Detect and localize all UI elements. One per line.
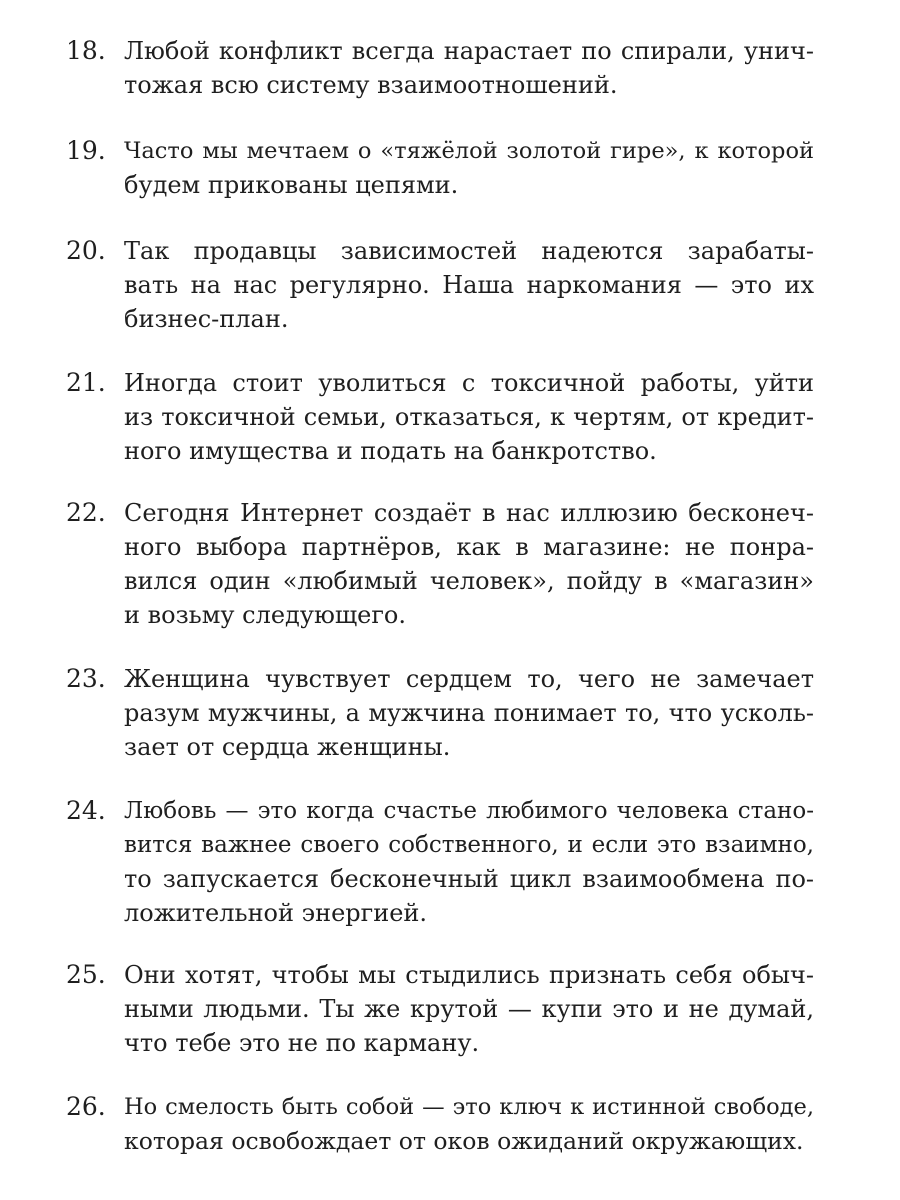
- item-text: [124, 234, 814, 336]
- text-line: ными людьми. Ты же крутой — купи это и не думай,: [124, 995, 814, 1023]
- text-line: тожая всю систему взаимоотношений.: [124, 71, 618, 99]
- text-line: вать на нас регулярно. Наша наркомания — это их: [124, 271, 814, 299]
- list-item-24: [66, 794, 826, 930]
- text-line: ного имущества и подать на банкротство.: [124, 437, 657, 465]
- text-line: Иногда стоит уволиться с токсичной работы, уйти: [124, 369, 814, 397]
- item-number: 26.: [66, 1092, 106, 1121]
- item-text: [124, 662, 814, 764]
- text-line: Любой конфликт всегда нарастает по спирали, унич-: [124, 37, 814, 65]
- text-line: которая освобождает от оков ожиданий окружающих.: [124, 1127, 804, 1155]
- item-number: 19.: [66, 136, 106, 165]
- text-line: Женщина чувствует сердцем то, чего не замечает: [124, 665, 814, 693]
- list-item-22: [66, 496, 826, 632]
- item-text: [124, 366, 814, 468]
- item-number: 25.: [66, 960, 106, 989]
- item-text: [124, 34, 814, 102]
- text-line: из токсичной семьи, отказаться, к чертям, от кредит-: [124, 403, 814, 431]
- text-line: разум мужчины, а мужчина понимает то, что усколь-: [124, 699, 814, 727]
- text-line: бизнес-план.: [124, 305, 289, 333]
- text-line: Сегодня Интернет создаёт в нас иллюзию бесконеч-: [124, 499, 814, 527]
- text-line: зает от сердца женщины.: [124, 733, 451, 761]
- text-line: ного выбора партнёров, как в магазине: не понра-: [124, 533, 814, 561]
- text-line: Они хотят, чтобы мы стыдились признать себя обыч-: [124, 961, 814, 989]
- item-text: [124, 794, 814, 930]
- text-line: будем прикованы цепями.: [124, 171, 459, 199]
- item-number: 22.: [66, 498, 106, 527]
- list-item-26: [66, 1090, 826, 1158]
- text-line: что тебе это не по карману.: [124, 1029, 480, 1057]
- list-item-21: [66, 366, 826, 468]
- item-number: 20.: [66, 236, 106, 265]
- text-line: Но смелость быть собой — это ключ к истинной свободе,: [124, 1094, 814, 1120]
- item-number: 23.: [66, 664, 106, 693]
- text-line: Так продавцы зависимостей надеются зарабаты-: [124, 237, 814, 265]
- text-line: вится важнее своего собственного, и если это взаимно,: [124, 832, 814, 858]
- text-line: Часто мы мечтаем о «тяжёлой золотой гире», к которой: [124, 138, 814, 164]
- item-text: [124, 1090, 814, 1158]
- list-item-20: [66, 234, 826, 336]
- item-number: 18.: [66, 36, 106, 65]
- list-item-23: [66, 662, 826, 764]
- text-line: ложительной энергией.: [124, 899, 428, 927]
- text-line: вился один «любимый человек», пойду в «магазин»: [124, 567, 814, 595]
- list-item-25: [66, 958, 826, 1060]
- item-text: [124, 134, 814, 202]
- item-text: [124, 496, 814, 632]
- item-number: 21.: [66, 368, 106, 397]
- item-text: [124, 958, 814, 1060]
- text-line: Любовь — это когда счастье любимого человека стано-: [124, 798, 814, 824]
- list-item-18: [66, 34, 826, 102]
- list-item-19: [66, 134, 826, 202]
- text-line: то запускается бесконечный цикл взаимообмена по-: [124, 865, 814, 893]
- item-number: 24.: [66, 796, 106, 825]
- text-line: и возьму следующего.: [124, 601, 407, 629]
